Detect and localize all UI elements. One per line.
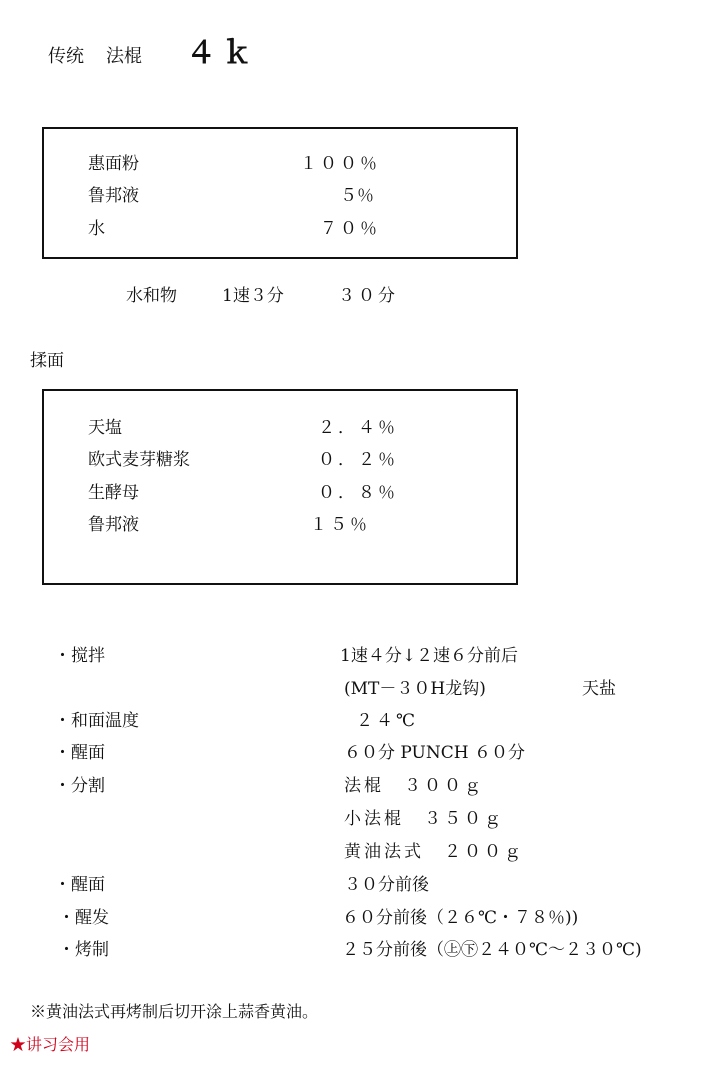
ingredient-value: ５％ [340,186,374,206]
autolyse-label: 水和物 [126,286,177,306]
ingredient-value: ０．８％ [318,483,398,503]
step-value-rest: ３０分前後 [344,875,429,895]
kneading-ingredients-box [42,389,518,585]
step-value-proof: ６０分前後（２６℃・７８％)) [342,908,579,928]
ingredient-name: 鲁邦液 [88,515,139,535]
step-value-divide-baguette: 法棍 ３００ｇ [344,776,484,796]
ingredient-row [44,214,516,238]
recipe-name: 法棍 [106,46,142,67]
autolyse-ingredients-box [42,127,518,259]
step-value-mixing: 1速４分↓２速６分前后 [340,646,519,666]
step-extra-mixing: 天盐 [582,679,616,699]
ingredient-row [44,149,516,173]
autolyse-speed: 1速３分 [222,286,284,306]
ingredient-row [44,413,516,437]
step-value-bake: ２５分前後（㊤㊦２４０℃～２３０℃) [342,940,642,960]
step-value-divide-butter: 黄油法式 ２００ｇ [344,842,524,862]
step-value-divide-small: 小法棍 ３５０ｇ [344,809,504,829]
ingredient-value: １００％ [300,154,380,174]
step-label-rest: ・醒面 [54,875,105,895]
step-label-proof: ・醒发 [58,908,109,928]
footer-text: 讲习会用 [26,1035,91,1054]
ingredient-value: ０．２％ [318,450,398,470]
step-value-dough-temp: ２４℃ [356,711,419,731]
ingredient-row [44,510,516,534]
ingredient-name: 水 [88,219,105,239]
recipe-category: 传统 [48,46,84,67]
footer-label [10,1032,90,1055]
ingredient-name: 惠面粉 [88,154,139,174]
ingredient-name: 欧式麦芽糖浆 [88,450,190,470]
autolyse-rest: ３０分 [338,286,398,306]
star-icon: ★ [10,1035,27,1054]
ingredient-name: 鲁邦液 [88,186,139,206]
step-label-divide: ・分割 [54,776,105,796]
ingredient-name: 生酵母 [88,483,139,503]
ingredient-row [44,445,516,469]
step-label-bulk: ・醒面 [54,743,105,763]
step-detail-mixing: (MT－３０H龙钩) [344,679,486,699]
ingredient-value: ２．４％ [318,418,398,438]
ingredient-name: 天塩 [88,418,122,438]
step-label-mixing: ・搅拌 [54,646,105,666]
step-label-dough-temp: ・和面温度 [54,711,139,731]
step-label-bake: ・烤制 [58,940,109,960]
ingredient-row [44,181,516,205]
kneading-heading: 揉面 [30,351,64,371]
ingredient-value: ７０％ [320,219,380,239]
ingredient-row [44,478,516,502]
step-value-bulk: ６０分 PUNCH ６０分 [344,743,525,763]
footnote: ※黄油法式再烤制后切开涂上蒜香黄油。 [30,1002,319,1021]
ingredient-value: １５％ [310,515,370,535]
batch-quantity: ４ｋ [186,36,258,71]
